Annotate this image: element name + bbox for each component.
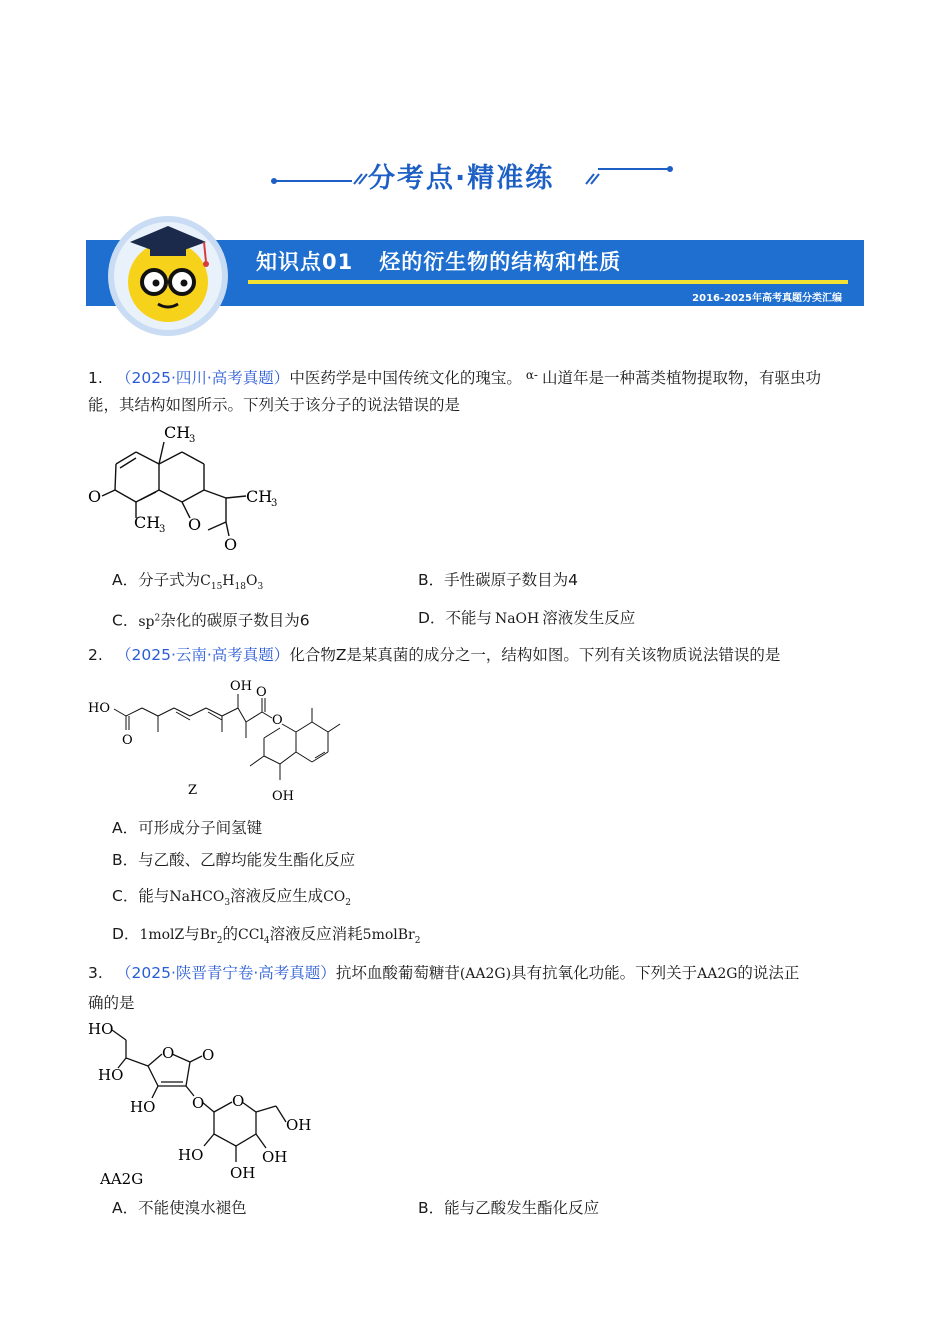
option-c[interactable] [112,882,351,917]
option-a[interactable] [112,566,263,601]
option-text: 与 [184,925,200,943]
option-letter: B． [112,851,139,869]
label-o: O [122,733,133,748]
mascot-icon [104,210,232,338]
option-c[interactable] [112,604,310,636]
question-source: （2025·云南·高考真题） [116,646,290,664]
formula: 5molBr$_2$ [362,927,421,946]
question-number: 2. [88,646,103,664]
label-ho: HO [178,1146,204,1164]
label-o: O [192,1094,205,1112]
option-letter: A． [112,571,139,589]
question-text: 抗坏血酸葡萄糖苷 [335,964,460,982]
banner-label: 知识点01 [256,250,354,274]
label-oh: OH [286,1116,312,1134]
option-text: 溶液发生反应 [542,609,636,627]
label-ch3: CH [246,487,273,506]
option-text: 手性碳原子数目为4 [444,571,579,589]
label-o: O [162,1044,175,1062]
label-oh: OH [272,789,294,804]
banner-subtitle: 2016-2025年高考真题分类汇编 [692,293,842,304]
option-d[interactable] [418,604,635,633]
question-text: 化合物Z是某真菌的成分之一，结构如图。下列有关该物质说法错误的是 [289,646,781,664]
label-o: O [88,487,102,506]
question-1-stem-line2: 能，其结构如图所示。下列关于该分子的说法错误的是 [88,396,461,414]
question-text: 的说法正 [737,964,800,982]
structure-1-diagram [86,418,306,558]
greek-alpha: α- [525,368,538,382]
section-title-row [270,152,680,200]
option-text: 杂化的碳原子数目为6 [160,611,310,630]
label-z: Z [188,783,198,798]
formula: NaOH [494,611,540,627]
option-letter: D． [418,609,446,627]
formula: AA2G [697,966,738,982]
option-text: 的 [222,925,239,943]
option-d[interactable] [112,920,420,955]
option-letter: B． [418,571,445,589]
question-3-stem-line2: 确的是 [88,994,135,1012]
section-title: 分考点·精准练 [368,163,555,194]
option-text: 能与 [138,887,170,905]
formula: NaHCO$_3$ [169,889,231,908]
label-o: O [272,713,283,728]
question-1-stem [88,360,868,393]
option-letter: A． [112,819,139,837]
structure-2-diagram [86,672,356,804]
label-o: O [202,1046,215,1064]
option-letter: A． [112,1199,139,1217]
question-number: 3. [88,964,103,982]
question-source: （2025·陕晋青宁卷·高考真题） [116,964,336,982]
label-ch3: CH [164,423,191,442]
label-o: O [188,515,202,534]
option-text: 溶液反应生成 [230,887,324,905]
option-text: 不能使溴水褪色 [138,1199,247,1217]
formula: $CO_2$ [323,889,352,908]
question-source: （2025·四川·高考真题） [116,369,290,387]
option-b[interactable] [112,846,355,874]
option-letter: C． [112,887,139,905]
option-text: 能与乙酸发生酯化反应 [444,1199,600,1217]
label-ho: HO [130,1098,156,1116]
option-text: 分子式为 [138,571,201,589]
question-text: 山道年是一种蒿类植物提取物，有驱虫功 [542,369,822,387]
banner-underline [248,280,848,284]
formula: $sp^2$ [138,613,161,630]
question-3-stem [88,958,868,989]
label-sub: 3 [159,524,166,535]
label-ho: HO [88,1020,114,1038]
option-b[interactable] [418,1194,599,1222]
label-ho: HO [98,1066,124,1084]
option-a[interactable] [112,1194,247,1222]
question-number: 1. [88,369,103,387]
label-o: O [232,1092,245,1110]
label-o: O [256,685,267,700]
structure-3-diagram [86,1016,326,1188]
label-aa2g: AA2G [100,1170,144,1188]
formula: $C_{15}H_{18}O_3$ [200,573,264,592]
label-sub: 3 [189,434,196,445]
question-text: 具有抗氧化功能。下列关于 [511,964,698,982]
label-ch3: CH [134,513,161,532]
option-text: 可形成分子间氢键 [138,819,263,837]
option-text: 溶液反应消耗 [269,925,363,943]
option-letter: C． [112,611,139,630]
formula: $Br_2$ [199,927,223,946]
formula: (AA2G) [459,966,512,982]
question-2-stem [88,640,868,670]
option-a[interactable] [112,814,262,842]
label-oh: OH [230,679,252,694]
option-text: 与乙酸、乙醇均能发生酯化反应 [138,851,356,869]
banner-topic: 烃的衍生物的结构和性质 [379,250,622,274]
label-oh: OH [230,1164,256,1182]
label-o: O [224,535,238,554]
formula: CCl$_4$ [238,927,270,946]
label-sub: 3 [271,498,278,509]
banner-title [256,246,621,276]
label-oh: OH [262,1148,288,1166]
option-letter: D． [112,925,140,943]
question-text: 中医药学是中国传统文化的瑰宝。 [289,369,522,387]
label-ho: HO [88,701,110,716]
formula: 1molZ [139,927,185,943]
option-text: 不能与 [445,609,492,627]
option-letter: B． [418,1199,445,1217]
option-b[interactable] [418,566,578,594]
